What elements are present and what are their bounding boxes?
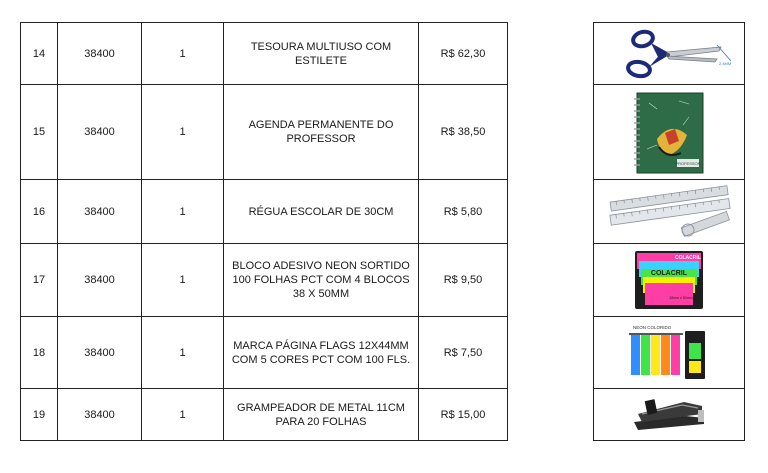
image-cell: [594, 244, 745, 317]
image-row: [594, 85, 745, 180]
table-row: [21, 389, 508, 441]
item-number-cell: 19: [21, 389, 58, 441]
dimension-label: 2,4MM: [719, 60, 732, 66]
quantity-cell: 1: [142, 180, 224, 244]
table-row: [21, 23, 508, 85]
size-label: 38mm x 50mm: [669, 296, 693, 300]
description-cell: RÉGUA ESCOLAR DE 30CM: [224, 180, 419, 244]
product-table: [20, 22, 508, 441]
price-cell: R$ 9,50: [419, 244, 508, 317]
product-image-table: [593, 22, 745, 441]
table-row: [21, 85, 508, 180]
agenda-cover-label: PROFESSOR: [675, 161, 701, 166]
image-cell: [594, 317, 745, 389]
agenda-image: [629, 89, 709, 175]
image-row: [594, 317, 745, 389]
price-cell: R$ 62,30: [419, 23, 508, 85]
image-cell: [594, 389, 745, 441]
image-cell: [594, 85, 745, 180]
code-cell: 38400: [58, 244, 142, 317]
table-row: [21, 180, 508, 244]
image-row: [594, 389, 745, 441]
image-row: [594, 180, 745, 244]
image-cell: [594, 180, 745, 244]
sticky-notes-image: [631, 247, 707, 313]
description-cell: TESOURA MULTIUSO COM ESTILETE: [224, 23, 419, 85]
stapler-image: [624, 392, 714, 438]
image-cell: [594, 23, 745, 85]
brand-label: COLACRIL: [675, 255, 701, 261]
quantity-cell: 1: [142, 317, 224, 389]
table-row: [21, 244, 508, 317]
scissors-image: [599, 25, 739, 83]
description-cell: MARCA PÁGINA FLAGS 12X44MM COM 5 CORES PCT COM 100 FLS.: [224, 317, 419, 389]
image-row: [594, 23, 745, 85]
quantity-cell: 1: [142, 85, 224, 180]
quantity-cell: 1: [142, 389, 224, 441]
price-cell: R$ 7,50: [419, 317, 508, 389]
code-cell: 38400: [58, 180, 142, 244]
item-number-cell: 17: [21, 244, 58, 317]
price-cell: R$ 15,00: [419, 389, 508, 441]
brand-label-large: COLACRIL: [650, 270, 688, 277]
ruler-image: [604, 184, 734, 240]
quantity-cell: 1: [142, 244, 224, 317]
table-row: [21, 317, 508, 389]
description-cell: BLOCO ADESIVO NEON SORTIDO 100 FOLHAS PCT COM 4 BLOCOS 38 X 50MM: [224, 244, 419, 317]
code-cell: 38400: [58, 85, 142, 180]
item-number-cell: 15: [21, 85, 58, 180]
flags-label: NEON COLORIDO: [633, 324, 672, 330]
item-number-cell: 16: [21, 180, 58, 244]
price-cell: R$ 38,50: [419, 85, 508, 180]
item-number-cell: 18: [21, 317, 58, 389]
description-cell: GRAMPEADOR DE METAL 11CM PARA 20 FOLHAS: [224, 389, 419, 441]
code-cell: 38400: [58, 389, 142, 441]
price-cell: R$ 5,80: [419, 180, 508, 244]
code-cell: 38400: [58, 317, 142, 389]
item-number-cell: 14: [21, 23, 58, 85]
code-cell: 38400: [58, 23, 142, 85]
description-cell: AGENDA PERMANENTE DO PROFESSOR: [224, 85, 419, 180]
quantity-cell: 1: [142, 23, 224, 85]
page-flags-image: [619, 321, 719, 385]
image-row: [594, 244, 745, 317]
